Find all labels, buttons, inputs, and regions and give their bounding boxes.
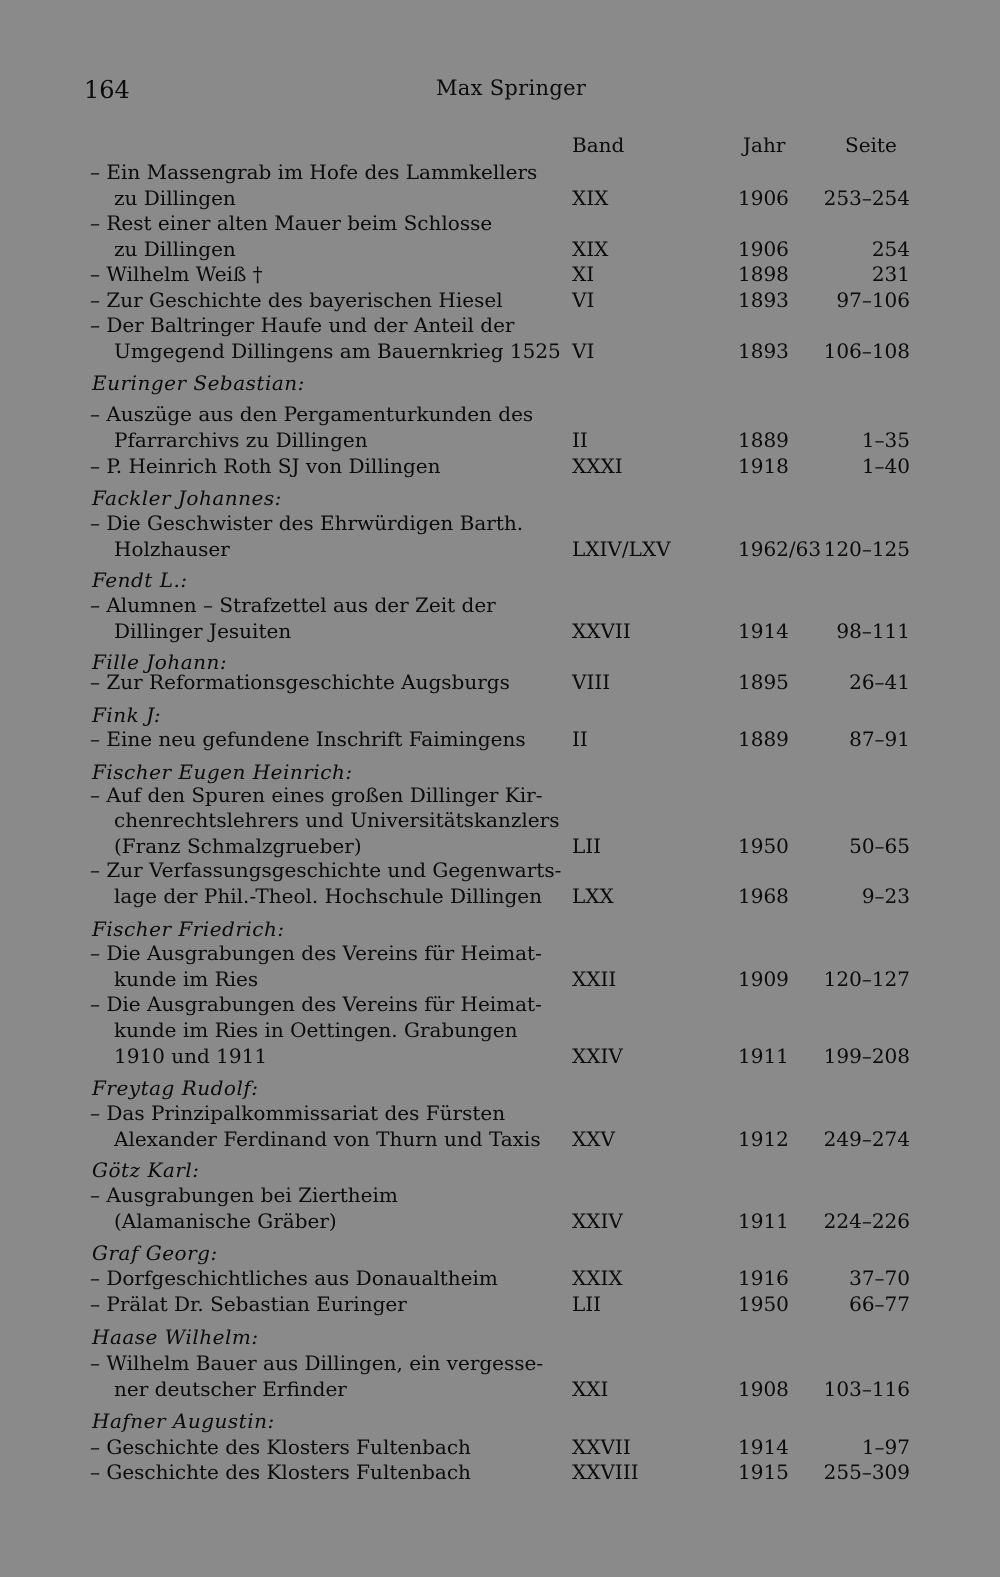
seite-value: 98–111 (836, 619, 910, 643)
seite-value: 1–40 (861, 454, 910, 478)
seite-value: 1–97 (861, 1435, 910, 1459)
entry-line: Alexander Ferdinand von Thurn und Taxis (114, 1127, 541, 1151)
entry-line: – Wilhelm Bauer aus Dillingen, ein vergesse- (90, 1351, 544, 1375)
band-value: VIII (572, 670, 611, 694)
band-value: II (572, 428, 588, 452)
band-value: VI (572, 339, 595, 363)
jahr-value: 1916 (738, 1266, 789, 1290)
band-value: XXIV (572, 1209, 623, 1233)
band-value: XXII (572, 967, 617, 991)
entry-line: – Ein Massengrab im Hofe des Lammkellers (90, 160, 538, 184)
jahr-value: 1898 (738, 262, 789, 286)
entry-line: – Dorfgeschichtliches aus Donaualtheim (90, 1266, 498, 1290)
jahr-value: 1909 (738, 967, 789, 991)
entry-line: – Eine neu gefundene Inschrift Faimingens (90, 727, 526, 751)
band-value: XXIX (572, 1266, 623, 1290)
seite-value: 26–41 (849, 670, 910, 694)
jahr-value: 1914 (738, 1435, 789, 1459)
seite-value: 120–127 (823, 967, 910, 991)
seite-value: 249–274 (823, 1127, 910, 1151)
entry-line: – Zur Verfassungsgeschichte und Gegenwarts- (90, 858, 562, 882)
entry-line: – Der Baltringer Haufe und der Anteil der (90, 313, 515, 337)
band-value: XI (572, 262, 595, 286)
entry-line: – P. Heinrich Roth SJ von Dillingen (90, 454, 441, 478)
author-heading: Fischer Eugen Heinrich: (92, 760, 353, 784)
band-value: II (572, 727, 588, 751)
jahr-value: 1962/63 (738, 537, 822, 561)
entry-line: – Geschichte des Klosters Fultenbach (90, 1460, 471, 1484)
seite-value: 66–77 (849, 1292, 910, 1316)
entry-line: 1910 und 1911 (114, 1044, 268, 1068)
entry-line: lage der Phil.-Theol. Hochschule Dillingen (114, 884, 543, 908)
entry-line: Dillinger Jesuiten (114, 619, 292, 643)
column-header-jahr: Jahr (743, 133, 786, 157)
band-value: LII (572, 1292, 602, 1316)
seite-value: 253–254 (823, 186, 910, 210)
seite-value: 231 (871, 262, 910, 286)
entry-line: – Das Prinzipalkommissariat des Fürsten (90, 1101, 506, 1125)
band-value: XIX (572, 186, 609, 210)
jahr-value: 1911 (738, 1209, 789, 1233)
band-value: XXXI (572, 454, 623, 478)
seite-value: 97–106 (836, 288, 910, 312)
jahr-value: 1950 (738, 1292, 789, 1316)
entry-line: – Die Ausgrabungen des Vereins für Heimat- (90, 941, 542, 965)
band-value: XXVII (572, 619, 631, 643)
band-value: XXV (572, 1127, 615, 1151)
entry-line: – Zur Geschichte des bayerischen Hiesel (90, 288, 503, 312)
entry-line: – Prälat Dr. Sebastian Euringer (90, 1292, 407, 1316)
author-heading: Graf Georg: (92, 1241, 218, 1265)
seite-value: 1–35 (861, 428, 910, 452)
entry-line: kunde im Ries in Oettingen. Grabungen (114, 1018, 518, 1042)
seite-value: 224–226 (823, 1209, 910, 1233)
jahr-value: 1914 (738, 619, 789, 643)
jahr-value: 1895 (738, 670, 789, 694)
entry-line: – Die Ausgrabungen des Vereins für Heimat- (90, 992, 542, 1016)
entry-line: – Ausgrabungen bei Ziertheim (90, 1183, 398, 1207)
jahr-value: 1968 (738, 884, 789, 908)
author-heading: Fink J: (92, 703, 162, 727)
entry-line: Pfarrarchivs zu Dillingen (114, 428, 368, 452)
entry-line: ner deutscher Erfinder (114, 1377, 347, 1401)
entry-line: – Alumnen – Strafzettel aus der Zeit der (90, 593, 496, 617)
entry-line: zu Dillingen (114, 186, 236, 210)
author-heading: Fackler Johannes: (92, 486, 282, 510)
seite-value: 50–65 (849, 834, 910, 858)
entry-line: – Rest einer alten Mauer beim Schlosse (90, 211, 493, 235)
seite-value: 106–108 (823, 339, 910, 363)
jahr-value: 1908 (738, 1377, 789, 1401)
band-value: XXVIII (572, 1460, 639, 1484)
column-header-band: Band (572, 133, 625, 157)
band-value: LII (572, 834, 602, 858)
jahr-value: 1889 (738, 428, 789, 452)
entry-line: – Geschichte des Klosters Fultenbach (90, 1435, 471, 1459)
band-value: XXI (572, 1377, 609, 1401)
entry-line: chenrechtslehrers und Universitätskanzlers (114, 808, 560, 832)
jahr-value: 1912 (738, 1127, 789, 1151)
author-heading: Fendt L.: (92, 568, 188, 592)
entry-line: Holzhauser (114, 537, 230, 561)
seite-value: 87–91 (849, 727, 910, 751)
author-heading: Haase Wilhelm: (92, 1325, 259, 1349)
seite-value: 254 (871, 237, 910, 261)
column-header-seite: Seite (845, 133, 897, 157)
jahr-value: 1918 (738, 454, 789, 478)
author-heading: Fille Johann: (92, 650, 228, 674)
band-value: XXIV (572, 1044, 623, 1068)
seite-value: 255–309 (823, 1460, 910, 1484)
author-heading: Fischer Friedrich: (92, 917, 285, 941)
entry-line: kunde im Ries (114, 967, 259, 991)
entry-line: – Die Geschwister des Ehrwürdigen Barth. (90, 511, 524, 535)
author-heading: Euringer Sebastian: (92, 371, 305, 395)
entry-line: – Auf den Spuren eines großen Dillinger Kir- (90, 783, 543, 807)
entry-line: – Auszüge aus den Pergamenturkunden des (90, 402, 534, 426)
jahr-value: 1915 (738, 1460, 789, 1484)
author-heading: Hafner Augustin: (92, 1409, 275, 1433)
entry-line: (Alamanische Gräber) (114, 1209, 337, 1233)
author-heading: Götz Karl: (92, 1158, 200, 1182)
seite-value: 120–125 (823, 537, 910, 561)
entry-line: – Zur Reformationsgeschichte Augsburgs (90, 670, 510, 694)
seite-value: 103–116 (823, 1377, 910, 1401)
band-value: XXVII (572, 1435, 631, 1459)
entry-line: – Wilhelm Weiß † (90, 262, 263, 286)
seite-value: 9–23 (861, 884, 910, 908)
seite-value: 199–208 (823, 1044, 910, 1068)
jahr-value: 1893 (738, 288, 789, 312)
running-head: Max Springer (436, 76, 587, 100)
jahr-value: 1950 (738, 834, 789, 858)
page-number: 164 (84, 76, 130, 104)
band-value: LXIV/LXV (572, 537, 671, 561)
band-value: XIX (572, 237, 609, 261)
band-value: VI (572, 288, 595, 312)
entry-line: (Franz Schmalzgrueber) (114, 834, 362, 858)
author-heading: Freytag Rudolf: (92, 1076, 259, 1100)
jahr-value: 1906 (738, 186, 789, 210)
jahr-value: 1893 (738, 339, 789, 363)
entry-line: zu Dillingen (114, 237, 236, 261)
jahr-value: 1889 (738, 727, 789, 751)
entry-line: Umgegend Dillingens am Bauernkrieg 1525 (114, 339, 561, 363)
band-value: LXX (572, 884, 614, 908)
seite-value: 37–70 (849, 1266, 910, 1290)
jahr-value: 1911 (738, 1044, 789, 1068)
jahr-value: 1906 (738, 237, 789, 261)
